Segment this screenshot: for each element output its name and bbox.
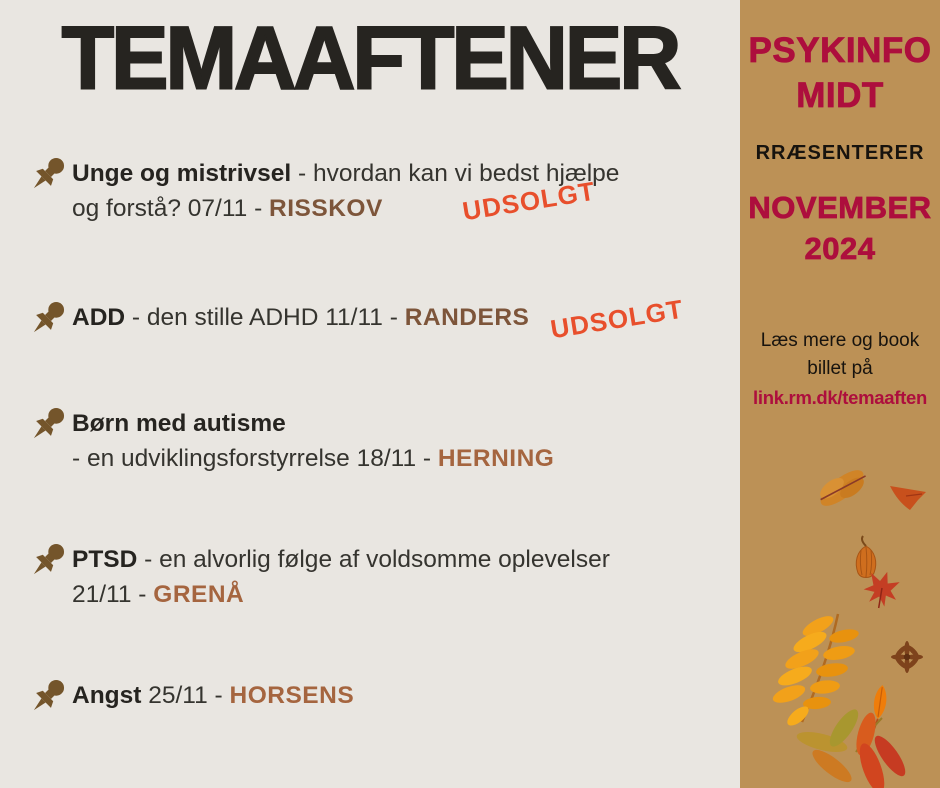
month-line1: NOVEMBER (748, 190, 932, 225)
event-location: HORSENS (229, 682, 355, 709)
pushpin-icon (30, 153, 66, 195)
event-topic: Angst (72, 682, 142, 709)
presents-label: RRÆSENTERER (755, 142, 925, 164)
sidebar (740, 0, 940, 788)
event-location: RANDERS (404, 304, 530, 331)
event-item-add (30, 293, 730, 345)
event-text (72, 678, 730, 713)
event-item-boern-med-autisme (30, 406, 730, 476)
pushpin-icon (30, 403, 66, 445)
rowan-leaf (771, 612, 860, 729)
event-location: HERNING (437, 445, 555, 472)
star-anise (891, 641, 923, 673)
event-description: - hvordan kan vi bedst hjælpe (291, 160, 620, 187)
pushpin-icon (30, 539, 66, 581)
autumn-leaves-decoration (740, 456, 940, 788)
oak-leaf (814, 462, 871, 515)
event-item-ptsd (30, 542, 730, 612)
event-description: - den stille ADHD 11/11 - (125, 304, 405, 331)
org-name-line1: PSYKINFO (748, 31, 932, 70)
creeper-leaf (795, 705, 910, 788)
event-text (72, 406, 730, 476)
event-description: - en udviklingsforstyrrelse 18/11 - (72, 445, 438, 472)
org-name (740, 28, 940, 118)
booking-link[interactable]: link.rm.dk/temaaften (753, 387, 927, 408)
event-date: 21/11 - (72, 581, 154, 608)
month-label (740, 187, 940, 269)
event-description: - en alvorlig følge af voldsomme oplevelser (137, 546, 610, 573)
event-date: 25/11 - (141, 682, 230, 709)
booking-text-line1: Læs mere og book (760, 330, 920, 351)
event-topic: ADD (72, 304, 126, 331)
event-date: og forstå? 07/11 - (72, 195, 270, 222)
page-title: TEMAAFTENER (61, 8, 679, 109)
event-location: GRENÅ (153, 581, 245, 608)
event-topic: Unge og mistrivsel (72, 160, 292, 187)
event-topic: Børn med autisme (72, 410, 286, 437)
red-leaf-fragment (890, 486, 926, 510)
sold-out-stamp: UDSOLGT (460, 175, 598, 227)
event-item-angst (30, 678, 730, 713)
event-text (72, 156, 730, 226)
booking-text-line2: billet på (807, 358, 873, 379)
month-line2: 2024 (804, 231, 876, 266)
event-location: RISSKOV (269, 195, 383, 222)
booking-text (740, 327, 940, 412)
pushpin-icon (30, 297, 66, 339)
pushpin-icon (30, 675, 66, 717)
event-topic: PTSD (72, 546, 138, 573)
event-text (72, 293, 730, 345)
org-name-line2: MIDT (796, 76, 884, 115)
event-item-unge-og-mistrivsel (30, 156, 730, 226)
sold-out-stamp: UDSOLGT (548, 293, 686, 345)
physalis-fruit (856, 536, 875, 578)
event-text (72, 542, 730, 612)
